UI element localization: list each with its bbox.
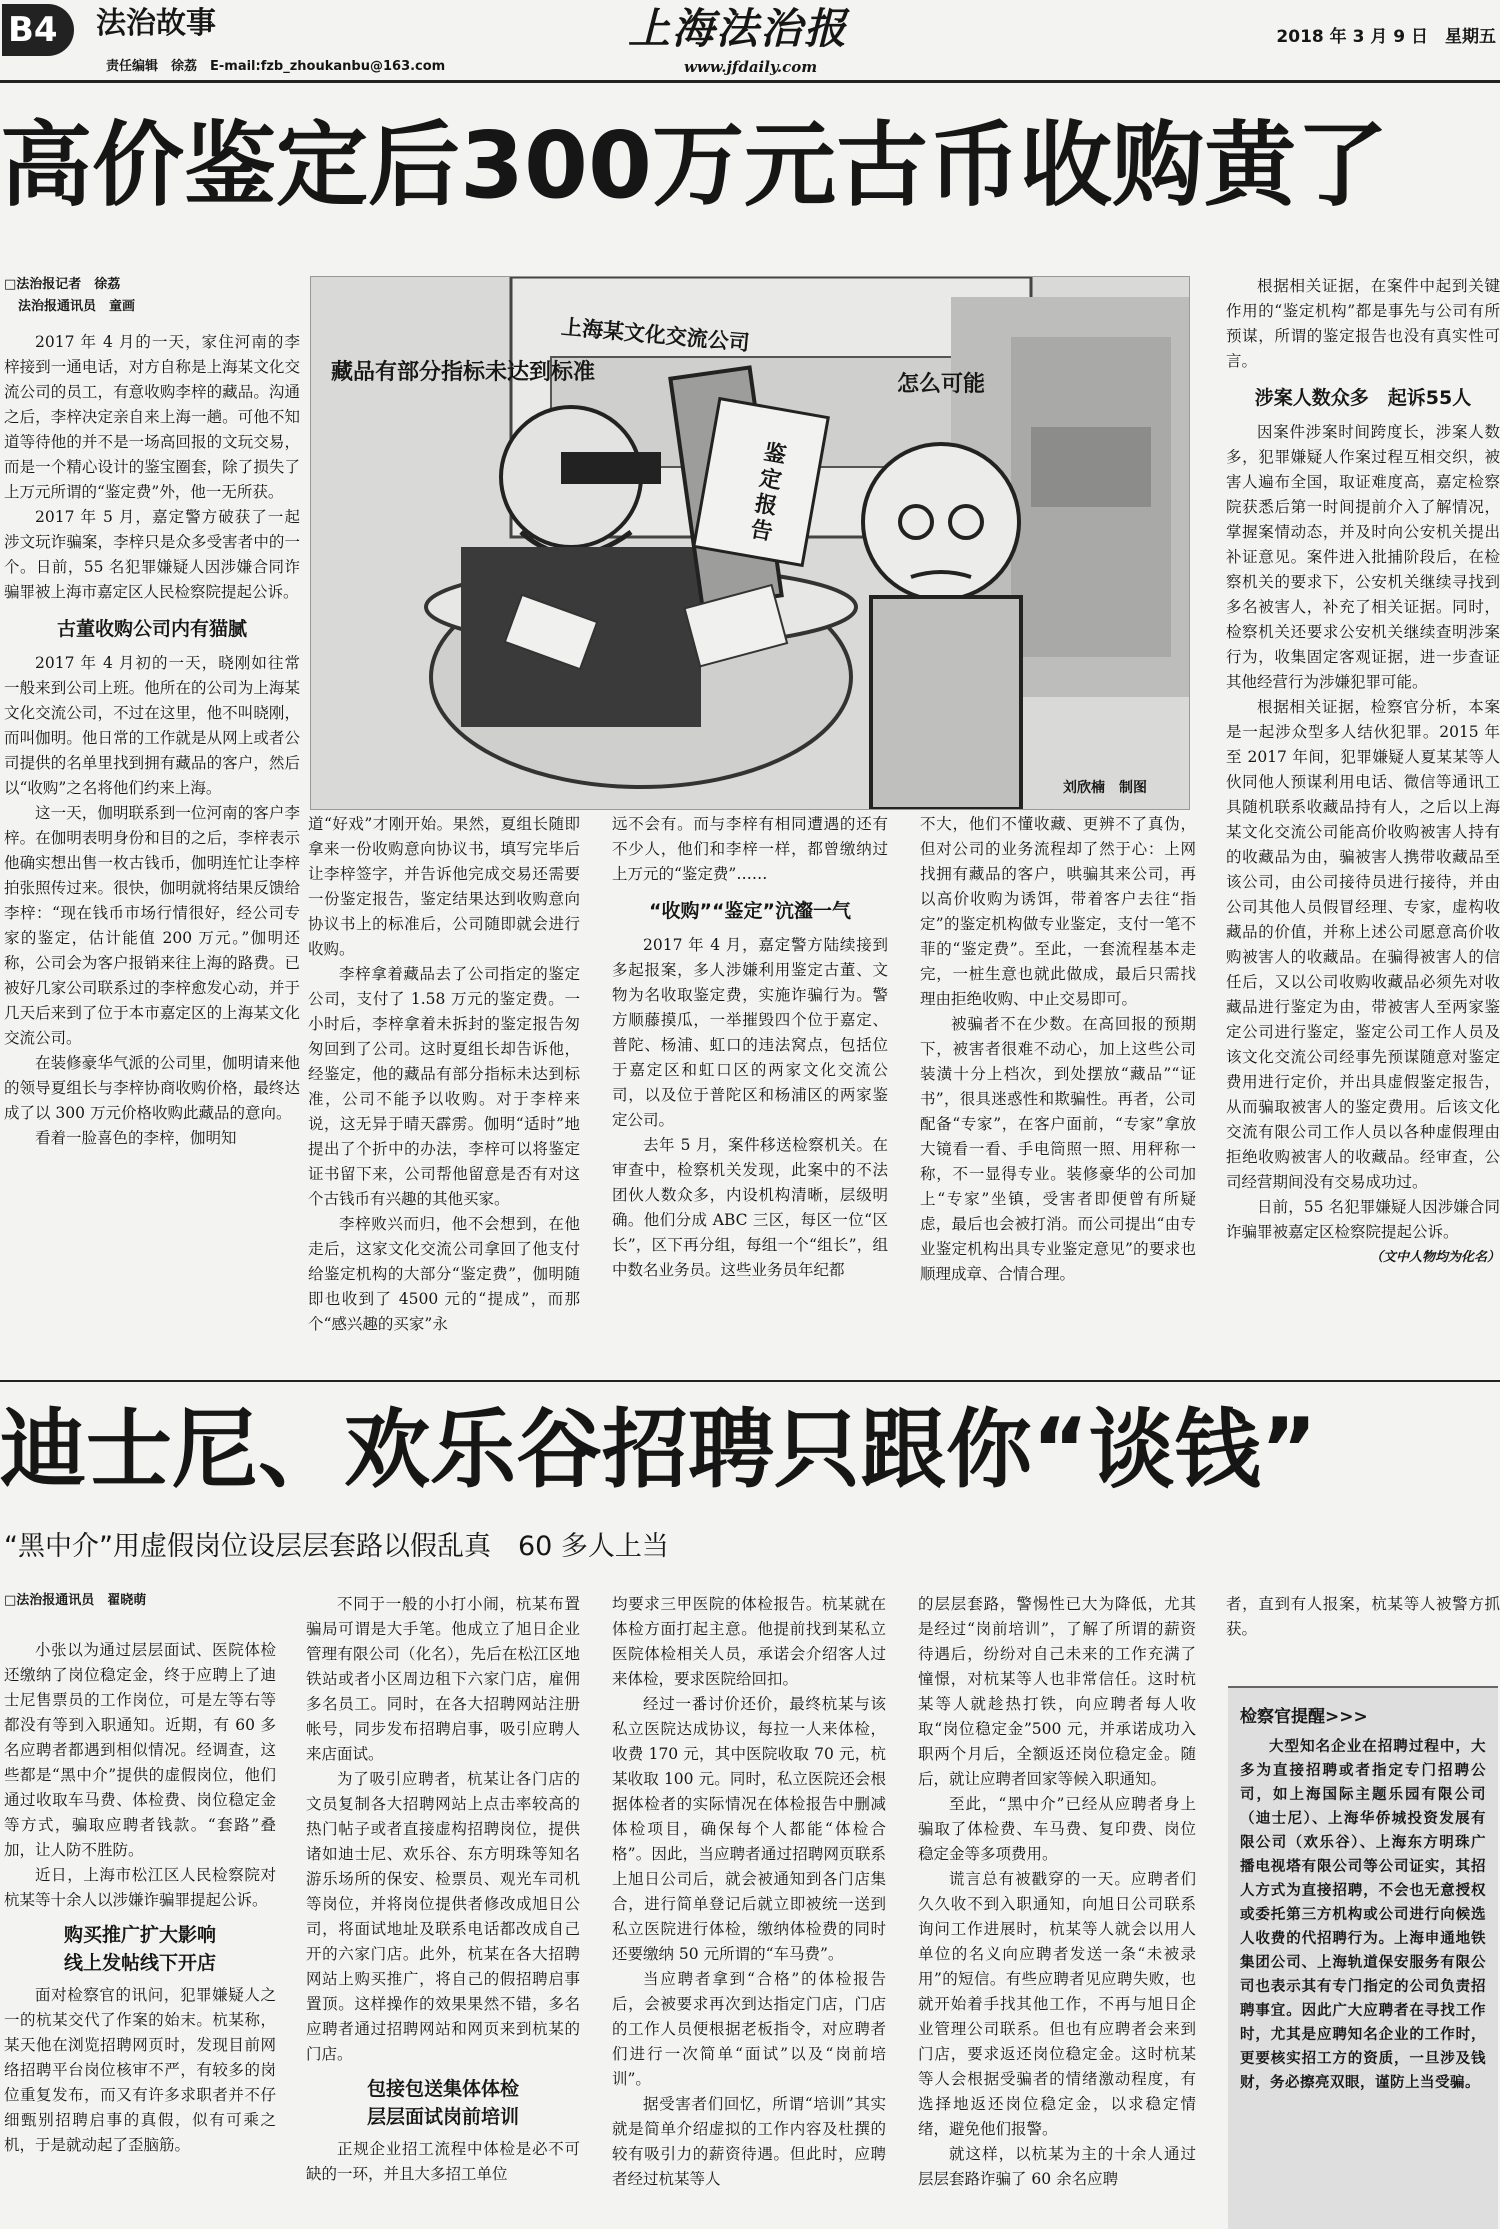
paragraph: 2017 年 4 月的一天，家住河南的李梓接到一通电话，对方自称是上海某文化交流公司的员工，有意收购李梓的藏品。沟通之后，李梓决定亲自来上海一趟。可他不知道等待他的并不是一场高回报的文玩交易，而是一个精心设计的鉴宝圈套，除了损失了上万元所谓的“鉴定费”外，他一无所获。 — [4, 333, 300, 501]
article1-subhead-1: 古董收购公司内有猫腻 — [56, 618, 247, 640]
article2-column-5 — [1226, 1592, 1500, 1672]
paragraph: 据受害者们回忆，所谓“培训”其实就是简单介绍虚拟的工作内容及杜撰的较有吸引力的薪资待遇。但此时，应聘者经过杭某等人 — [612, 2095, 886, 2188]
editor-line: 责任编辑 徐荔 E-mail:fzb_zhoukanbu@163.com — [106, 59, 446, 74]
illustration-speech-right: 怎么可能 — [897, 372, 986, 397]
article2-subhead-2 — [306, 2075, 580, 2131]
article1-subhead-2: “收购”“鉴定”沆瀣一气 — [649, 900, 851, 922]
article2-column-1 — [4, 1638, 276, 2227]
reminder-box-text: 大型知名企业在招聘过程中，大多为直接招聘或者指定专门招聘公司，如上海国际主题乐园有限公司（迪士尼）、上海华侨城投资发展有限公司（欢乐谷）、上海东方明珠广播电视塔有限公司等公司证实，其招人方式为直接招聘，不会也无意授权或委托第三方机构或公司进行向候选人收费的代招聘行为。上海申通地铁集团公司、上海轨道保安服务有限公司也表示其有专门指定的公司负责招聘事宜。因此广大应聘者在寻找工作时，尤其是应聘知名企业的工作时，更要核实招工方的资质，一旦涉及钱财，务必擦亮双眼，谨防上当受骗。 — [1240, 1738, 1486, 2091]
masthead-logo: 上海法治报 — [628, 4, 849, 53]
article1-byline-correspondent: 法治报通讯员 童画 — [18, 299, 136, 314]
article1-column-4 — [920, 812, 1196, 1372]
paragraph: 日前，55 名犯罪嫌疑人因涉嫌合同诈骗罪被嘉定区检察院提起公诉。 — [1226, 1198, 1500, 1241]
article1-headline: 高价鉴定后300万元古币收购黄了 — [0, 112, 1389, 219]
paragraph: 为了吸引应聘者，杭某让各门店的文员复制各大招聘网站上点击率较高的热门帖子或者直接虚构招聘岗位，提供诸如迪士尼、欢乐谷、东方明珠等知名游乐场所的保安、检票员、观光车司机等岗位，并将岗位提供者修改成旭日公司，将面试地址及联系电话都改成自己开的六家门店。此外，杭某在各大招聘网站上购买推广，将自己的假招聘启事置顶。这样操作的效果果然不错，多名应聘者通过招聘网站和网页来到杭某的门店。 — [306, 1770, 580, 2063]
article1-subhead-3: 涉案人数众多 起诉55人 — [1254, 387, 1472, 409]
article2-subhead-2-line2: 层层面试岗前培训 — [366, 2106, 519, 2128]
illustration-credit: 刘欣楠 制图 — [1063, 780, 1147, 796]
paragraph: 因案件涉案时间跨度长，涉案人数多，犯罪嫌疑人作案过程互相交织，被害人遍布全国，取证难度高，嘉定检察院获悉后第一时间提前介入了解情况，掌握案情动态，并及时向公安机关提出补证意见。案件进入批捕阶段后，在检察机关的要求下，公安机关继续寻找到多名被害人，补充了相关证据。同时，检察机关还要求公安机关继续查明涉案行为，收集固定客观证据，进一步查证其他经营行为涉嫌犯罪可能。 — [1226, 423, 1500, 691]
article1-column-5 — [1226, 274, 1500, 1372]
paragraph: 近日，上海市松江区人民检察院对杭某等十余人以涉嫌诈骗罪提起公诉。 — [4, 1866, 276, 1909]
paragraph: 在装修豪华气派的公司里，伽明请来他的领导夏组长与李梓协商收购价格，最终达成了以 300 万元价格收购此藏品的意向。 — [4, 1054, 300, 1122]
reminder-box-title: 检察官提醒>>> — [1240, 1707, 1368, 1727]
article2-subhead-1 — [4, 1921, 276, 1977]
article1-column-2 — [308, 812, 580, 1372]
article1-illustration — [310, 276, 1190, 810]
illustration-doc-label: 鉴定报告 — [748, 440, 789, 546]
article2-column-4 — [918, 1592, 1196, 2227]
article2-byline: □法治报通讯员 翟晓萌 — [4, 1593, 147, 1608]
illustration-speech-left: 藏品有部分指标未达到标准 — [331, 360, 596, 385]
article2-subhead-1-line1: 购买推广扩大影响 — [63, 1924, 216, 1946]
illustration-sign: 上海某文化交流公司 — [560, 314, 751, 356]
paragraph: 谎言总有被戳穿的一天。应聘者们久久收不到入职通知，向旭日公司联系询问工作进展时，杭某等人就会以用人单位的名义向应聘者发送一条“未被录用”的短信。有些应聘者见应聘失败，也就开始着手找其他工作，不再与旭日企业管理公司联系。但也有应聘者会来到门店，要求返还岗位稳定金。这时杭某等人会根据受骗者的情绪激动程度，有选择地返还岗位稳定金，以求稳定情绪，避免他们报警。 — [918, 1870, 1196, 2138]
article2-subhead-2-line1: 包接包送集体体检 — [366, 2078, 519, 2100]
article1-byline-reporter: □法治报记者 徐荔 — [4, 277, 121, 292]
paragraph: 这一天，伽明联系到一位河南的客户李梓。在伽明表明身份和目的之后，李梓表示他确实想出售一枚古钱币，伽明连忙让李梓拍张照传过来。很快，伽明就将结果反馈给李梓：“现在钱币市场行情很好，经公司专家的鉴定，估计能值 200 万元。”伽明还称，公司会为客户报销来往上海的路费。已被好几家公司联系过的李梓愈发心动，并于几天后来到了位于本市嘉定区的上海某文化交流公司。 — [4, 804, 300, 1047]
article1-column-3 — [612, 812, 888, 1372]
paragraph: 正规企业招工流程中体检是必不可缺的一环，并且大多招工单位 — [306, 2140, 580, 2183]
paragraph: 当应聘者拿到“合格”的体检报告后，会被要求再次到达指定门店，门店的工作人员便根据老板指令，对应聘者们进行一次简单“面试”以及“岗前培训”。 — [612, 1970, 886, 2088]
article1-note: （文中人物均为化名） — [1369, 1250, 1500, 1265]
paragraph: 就这样，以杭某为主的十余人通过层层套路诈骗了 60 余名应聘 — [918, 2145, 1196, 2188]
paragraph: 均要求三甲医院的体检报告。杭某就在体检方面打起主意。他提前找到某私立医院体检相关人员，承诺会介绍客人过来体检，要求医院给回扣。 — [612, 1595, 886, 1688]
paragraph: 被骗者不在少数。在高回报的预期下，被害者很难不动心，加上这些公司装潢十分上档次，到处摆放“藏品”“证书”，很具迷惑性和欺骗性。再者，公司配备“专家”，在客户面前，“专家”拿放大镜看一看、手电筒照一照、用秤称一称，不一显得专业。装修豪华的公司加上“专家”坐镇，受害者即便曾有所疑虑，最后也会被打消。而公司提出“由专业鉴定机构出具专业鉴定意见”的要求也顺理成章、合情合理。 — [920, 1015, 1196, 1283]
issue-date: 2018 年 3 月 9 日 星期五 — [1276, 27, 1496, 47]
section-name: 法治故事 — [96, 6, 216, 41]
section-divider — [0, 1380, 1500, 1382]
prosecutor-reminder-box — [1228, 1686, 1498, 2229]
paragraph: 2017 年 4 月，嘉定警方陆续接到多起报案，多人涉嫌利用鉴定古董、文物为名收取鉴定费，实施诈骗行为。警方顺藤摸瓜，一举摧毁四个位于嘉定、普陀、杨浦、虹口的违法窝点，包括位于嘉定区和虹口区的两家文化交流公司，以及位于普陀区和杨浦区的两家鉴定公司。 — [612, 936, 888, 1129]
paragraph: 根据相关证据，在案件中起到关键作用的“鉴定机构”都是事先与公司有所预谋，所谓的鉴定报告也没有真实性可言。 — [1226, 277, 1500, 370]
paragraph: 者，直到有人报案，杭某等人被警方抓获。 — [1226, 1595, 1500, 1638]
paragraph: 面对检察官的讯问，犯罪嫌疑人之一的杭某交代了作案的始末。杭某称，某天他在浏览招聘网页时，发现目前网络招聘平台岗位核审不严，有较多的岗位重复发布，而又有许多求职者并不仔细甄别招聘启事的真假，似有可乘之机，于是就动起了歪脑筋。 — [4, 1986, 276, 2154]
website[interactable]: www.jfdaily.com — [684, 58, 818, 76]
paragraph: 远不会有。而与李梓有相同遭遇的还有不少人，他们和李梓一样，都曾缴纳过上万元的“鉴定费”…… — [612, 815, 888, 883]
article2-subheadline: “黑中介”用虚假岗位设层层套路以假乱真 60 多人上当 — [4, 1531, 669, 1562]
paragraph: 不同于一般的小打小闹，杭某布置骗局可谓是大手笔。他成立了旭日企业管理有限公司（化名），先后在松江区地铁站或者小区周边租下六家门店，雇佣多名员工。同时，在各大招聘网站注册帐号，同步发布招聘启事，吸引应聘人来店面试。 — [306, 1595, 580, 1763]
paragraph: 经过一番讨价还价，最终杭某与该私立医院达成协议，每拉一人来体检，收费 170 元，其中医院收取 70 元，杭某收取 100 元。同时，私立医院还会根据体检者的实际情况在体检报告中删减体检项目，确保每个人都能“体检合格”。因此，当应聘者通过招聘网页联系上旭日公司后，就会被通知到各门店集合，进行简单登记后就立即被统一送到私立医院进行体检，缴纳体检费的同时还要缴纳 50 元所谓的“车马费”。 — [612, 1695, 886, 1963]
paragraph: 李梓败兴而归，他不会想到，在他走后，这家文化交流公司拿回了他支付给鉴定机构的大部分“鉴定费”，伽明随即也收到了 4500 元的“提成”，而那个“感兴趣的买家”永 — [308, 1215, 580, 1333]
article2-column-2 — [306, 1592, 580, 2227]
paragraph: 2017 年 5 月，嘉定警方破获了一起涉文玩诈骗案，李梓只是众多受害者中的一个。日前，55 名犯罪嫌疑人因涉嫌合同诈骗罪被上海市嘉定区人民检察院提起公诉。 — [4, 508, 300, 601]
paragraph: 至此，“黑中介”已经从应聘者身上骗取了体检费、车马费、复印费、岗位稳定金等多项费用。 — [918, 1795, 1196, 1863]
article1-byline — [4, 274, 294, 318]
paragraph: 看着一脸喜色的李梓，伽明知 — [35, 1129, 237, 1147]
article2-column-3 — [612, 1592, 886, 2227]
paragraph: 李梓拿着藏品去了公司指定的鉴定公司，支付了 1.58 万元的鉴定费。一小时后，李梓拿着未拆封的鉴定报告匆匆回到了公司。这时夏组长却告诉他，经鉴定，他的藏品有部分指标未达到标准，公司不能予以收购。对于李梓来说，这无异于晴天霹雳。伽明“适时”地提出了个折中的办法，李梓可以将鉴定证书留下来，公司帮他留意是否有对这个古钱币有兴趣的其他买家。 — [308, 965, 580, 1208]
section-number: B4 — [8, 10, 58, 50]
article2-headline: 迪士尼、欢乐谷招聘只跟你“谈钱” — [0, 1400, 1318, 1500]
paragraph: 道“好戏”才刚开始。果然，夏组长随即拿来一份收购意向协议书，填写完毕后让李梓签字，并告诉他完成交易还需要一份鉴定报告，鉴定结果达到收购意向协议书上的标准后，公司随即就会进行收购。 — [308, 815, 580, 958]
paragraph: 的层层套路，警惕性已大为降低，尤其是经过“岗前培训”，了解了所谓的薪资待遇后，纷纷对自己未来的工作充满了憧憬，对杭某等人也非常信任。这时杭某等人就趁热打铁，向应聘者每人收取“岗位稳定金”500 元，并承诺成功入职两个月后，全额返还岗位稳定金。随后，就让应聘者回家等候入职通知。 — [918, 1595, 1196, 1788]
paragraph: 根据相关证据，检察官分析，本案是一起涉众型多人结伙犯罪。2015 年至 2017 年间，犯罪嫌疑人夏某某等人伙同他人预谋利用电话、微信等通讯工具随机联系收藏品持有人，之后以上海某文化交流公司能高价收购被害人持有的收藏品为由，骗被害人携带收藏品至该公司，由公司接待员进行接待，并由公司其他人员假冒经理、专家，虚构收藏品的价值，并称上述公司愿意高价收购被害人的收藏品。在骗得被害人的信任后，又以公司收购收藏品必须先对收藏品进行鉴定为由，带被害人至两家鉴定公司进行鉴定，鉴定公司工作人员及该文化交流公司经事先预谋随意对鉴定费用进行定价，并出具虚假鉴定报告，从而骗取被害人的鉴定费用。后该文化交流有限公司工作人员以各种虚假理由拒绝收购被害人的收藏品。经审查，公司经营期间没有交易成功过。 — [1226, 698, 1500, 1191]
header-rule — [0, 80, 1500, 83]
paragraph: 小张以为通过层层面试、医院体检还缴纳了岗位稳定金，终于应聘上了迪士尼售票员的工作岗位，可是左等右等都没有等到入职通知。近期，有 60 多名应聘者都遇到相似情况。经调查，这些都是“黑中介”提供的虚假岗位，他们通过收取车马费、体检费、岗位稳定金等方式，骗取应聘者钱款。“套路”叠加，让人防不胜防。 — [4, 1641, 276, 1859]
paragraph: 2017 年 4 月初的一天，晓刚如往常一般来到公司上班。他所在的公司为上海某文化交流公司，不过在这里，他不叫晓刚，而叫伽明。他日常的工作就是从网上或者公司提供的名单里找到拥有藏品的客户，然后以“收购”之名将他们约来上海。 — [4, 654, 300, 797]
article2-subhead-1-line2: 线上发帖线下开店 — [63, 1952, 216, 1974]
paragraph: 去年 5 月，案件移送检察机关。在审查中，检察机关发现，此案中的不法团伙人数众多，内设机构清晰，层级明确。他们分成 ABC 三区，每区一位“区长”，区下再分组，每组一个“组长”，组中数名业务员。这些业务员年纪都 — [612, 1136, 888, 1279]
paragraph: 不大，他们不懂收藏、更辨不了真伪，但对公司的业务流程却了然于心：上网找拥有藏品的客户，哄骗其来公司，再以高价收购为诱饵，带着客户去往“指定”的鉴定机构做专业鉴定，支付一笔不菲的“鉴定费”。至此，一套流程基本走完，一桩生意也就此做成，最后只需找理由拒绝收购、中止交易即可。 — [920, 815, 1196, 1008]
